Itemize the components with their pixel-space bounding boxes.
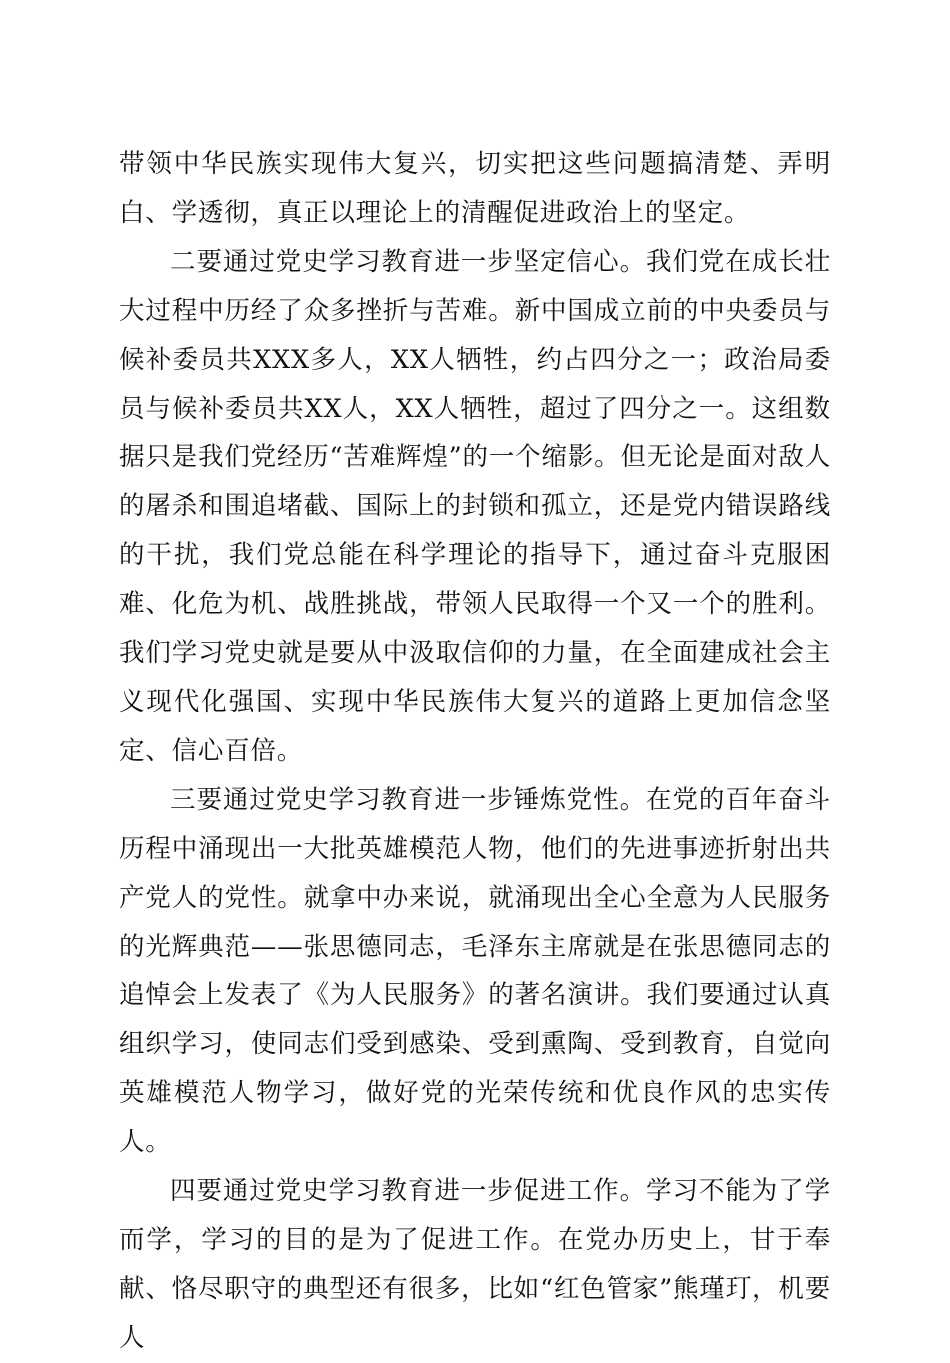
paragraph-promote-work: 四要通过党史学习教育进一步促进工作。学习不能为了学而学，学习的目的是为了促进工作。在党办历史上，甘于奉献、恪尽职守的典型还有很多，比如“红色管家”熊瑾玎，机要人 xyxy=(119,1176,831,1353)
paragraph-continuation: 带领中华民族实现伟大复兴，切实把这些问题搞清楚、弄明白、学透彻，真正以理论上的清醒促进政治上的坚定。 xyxy=(119,149,831,228)
paragraph-temper-party-spirit: 三要通过党史学习教育进一步锤炼党性。在党的百年奋斗历程中涌现出一大批英雄模范人物，他们的先进事迹折射出共产党人的党性。就拿中办来说，就涌现出全心全意为人民服务的光辉典范——张思德同志，毛泽东主席就是在张思德同志的追悼会上发表了《为人民服务》的著名演讲。我们要通过认真组织学习，使同志们受到感染、受到熏陶、受到教育，自觉向英雄模范人物学习，做好党的光荣传统和优良作风的忠实传人。 xyxy=(119,784,831,1158)
document-body xyxy=(119,140,831,1363)
paragraph-strengthen-confidence: 二要通过党史学习教育进一步坚定信心。我们党在成长壮大过程中历经了众多挫折与苦难。新中国成立前的中央委员与候补委员共XXX多人，XX人牺牲，约占四分之一；政治局委员与候补委员共XX人，XX人牺牲，超过了四分之一。这组数据只是我们党经历“苦难辉煌”的一个缩影。但无论是面对敌人的屠杀和围追堵截、国际上的封锁和孤立，还是党内错误路线的干扰，我们党总能在科学理论的指导下，通过奋斗克服困难、化危为机、战胜挑战，带领人民取得一个又一个的胜利。我们学习党史就是要从中汲取信仰的力量，在全面建成社会主义现代化强国、实现中华民族伟大复兴的道路上更加信念坚定、信心百倍。 xyxy=(119,246,831,766)
